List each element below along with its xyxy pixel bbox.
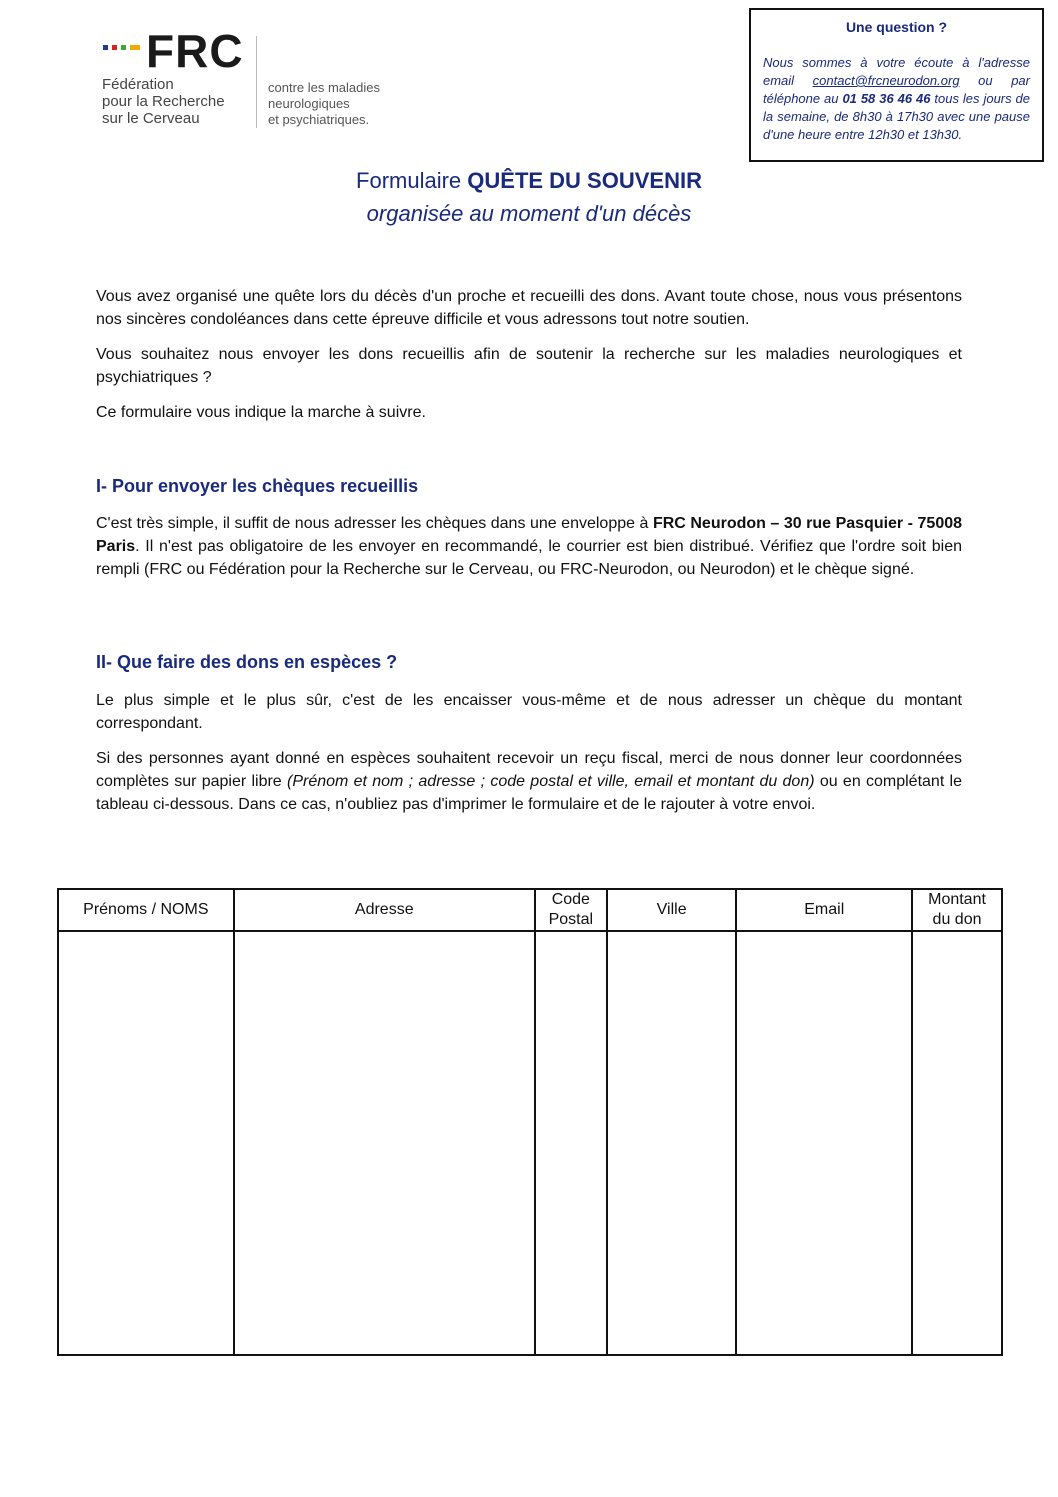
logo-wordmark: FRC xyxy=(146,25,244,77)
question-box-text: Nous sommes à votre écoute à l'adresse email contact@frcneurodon.org ou par téléphone au 01 58 36 46 46 tous les jours de la semaine, de 8h30 à 17h30 avec une pause d'une heure entre 12h30 et 13h30. xyxy=(763,55,1031,142)
cell-email[interactable] xyxy=(736,931,912,1355)
header-email: Email xyxy=(736,889,912,931)
donor-table xyxy=(57,888,1003,1356)
cell-address[interactable] xyxy=(234,931,535,1355)
header-amount: Montant du don xyxy=(912,889,1002,931)
section-2-paragraph-1: Le plus simple et le plus sûr, c'est de les encaisser vous-même et de nous adresser un chèque du montant correspondant. xyxy=(96,692,962,732)
intro-paragraph-3: Ce formulaire vous indique la marche à suivre. xyxy=(96,404,426,421)
header-postal-code: Code Postal xyxy=(535,889,607,931)
section-1-paragraph: C'est très simple, il suffit de nous adresser les chèques dans une enveloppe à FRC Neurodon – 30 rue Pasquier - 75008 Paris. Il n'est pas obligatoire de les envoyer en recommandé, le courrier est bien distribué. Vérifiez que l'ordre soit bien rempli (FRC ou Fédération pour la Recherche sur le Cerveau, ou FRC-Neurodon, ou Neurodon) et le chèque signé. xyxy=(96,515,963,578)
section-1-heading: I- Pour envoyer les chèques recueillis xyxy=(96,476,419,496)
cell-postal-code[interactable] xyxy=(535,931,607,1355)
mailing-address: FRC Neurodon – 30 rue Pasquier - 75008 Paris xyxy=(96,515,963,555)
section-2-paragraph-2: Si des personnes ayant donné en espèces souhaitent recevoir un reçu fiscal, merci de nous donner leur coordonnées complètes sur papier libre (Prénom et nom ; adresse ; code postal et ville, email et montant du don) ou en complétant le tableau ci-dessous. Dans ce cas, n'oubliez pas d'imprimer le formulaire et de le rajouter à votre envoi. xyxy=(96,750,963,813)
logo-dot-green xyxy=(121,45,126,50)
question-box xyxy=(749,8,1044,162)
header-address: Adresse xyxy=(234,889,535,931)
header-names: Prénoms / NOMS xyxy=(58,889,234,931)
cell-city[interactable] xyxy=(607,931,737,1355)
intro-paragraph-1: Vous avez organisé une quête lors du décès d'un proche et recueilli des dons. Avant toute chose, nous vous présentons nos sincères condoléances dans cette épreuve difficile et vous adressons tout notre soutien. xyxy=(96,288,962,328)
intro-paragraph-2: Vous souhaitez nous envoyer les dons recueillis afin de soutenir la recherche sur les maladies neurologiques et psychiatriques ? xyxy=(96,346,962,386)
cell-names[interactable] xyxy=(58,931,234,1355)
page-subtitle: organisée au moment d'un décès xyxy=(366,201,692,226)
logo-dot-red xyxy=(112,45,117,50)
logo-tagline: contre les maladies neurologiques et psychiatriques. xyxy=(268,80,380,127)
table-row xyxy=(58,931,1002,1355)
contact-phone: 01 58 36 46 46 xyxy=(842,91,931,106)
contact-email-link[interactable]: contact@frcneurodon.org xyxy=(812,73,960,88)
logo-dash-yellow xyxy=(130,45,140,50)
page-title: Formulaire QUÊTE DU SOUVENIR xyxy=(356,168,702,193)
logo-organization-name: Fédération pour la Recherche sur le Cerveau xyxy=(102,76,225,127)
logo-dots-icon xyxy=(103,45,140,50)
cell-amount[interactable] xyxy=(912,931,1002,1355)
question-box-title: Une question ? xyxy=(845,19,948,35)
logo-separator xyxy=(256,36,257,128)
section-2-heading: II- Que faire des dons en espèces ? xyxy=(96,652,398,672)
logo-dot-blue xyxy=(103,45,108,50)
table-header-row xyxy=(58,889,1002,931)
frc-logo xyxy=(100,25,400,133)
header-city: Ville xyxy=(607,889,737,931)
